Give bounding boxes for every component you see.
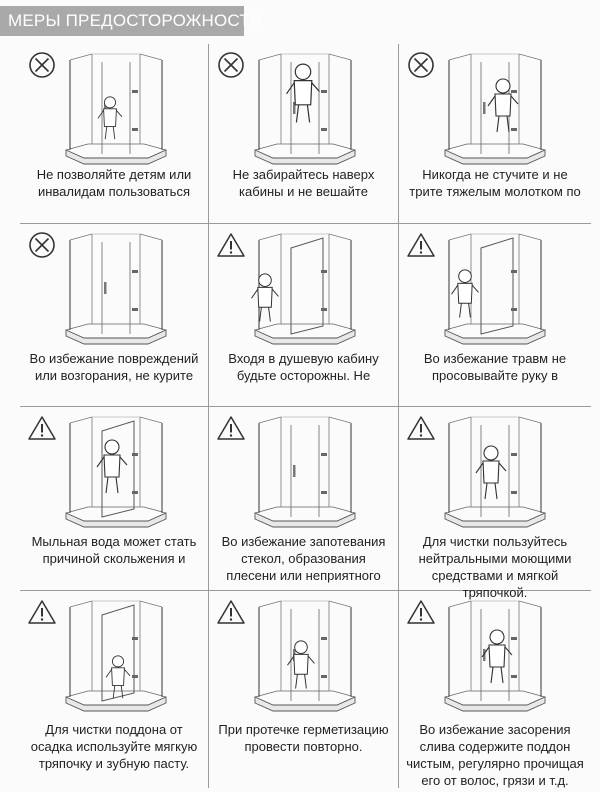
- warning-icon: [406, 230, 436, 260]
- warning-icon: [216, 230, 246, 260]
- precaution-cell: [20, 224, 208, 406]
- shower-cabin-illustration: [441, 50, 549, 170]
- precaution-caption: Не забирайтесь наверх кабины и не вешайте: [232, 167, 375, 199]
- precaution-caption: Для чистки пользуйтесь нейтральными моющими средствами и мягкой тряпочкой.: [418, 534, 572, 600]
- prohibited-icon: [27, 230, 57, 260]
- precaution-cell: [399, 224, 591, 406]
- precaution-cell: [209, 44, 398, 223]
- warning-icon: [27, 597, 57, 627]
- prohibited-icon: [406, 50, 436, 80]
- warning-icon: [216, 597, 246, 627]
- precaution-caption: Во избежание запотевания стекол, образования плесени или неприятного: [221, 534, 386, 583]
- precaution-cell: [399, 44, 591, 223]
- precaution-caption: Во избежание повреждений или возгорания, не курите: [29, 351, 199, 383]
- precaution-caption: Входя в душевую кабину будьте осторожны. Не: [228, 351, 379, 383]
- precaution-cell: [20, 591, 208, 788]
- shower-cabin-illustration: [251, 230, 359, 350]
- precaution-caption: Во избежание травм не просовывайте руку в: [423, 351, 567, 383]
- page-title: МЕРЫ ПРЕДОСТОРОЖНОСТИ: [0, 6, 244, 36]
- warning-icon: [406, 597, 436, 627]
- shower-cabin-illustration: [62, 597, 170, 717]
- precaution-cell: [209, 591, 398, 788]
- precaution-caption: Не позволяйте детям или инвалидам пользоваться: [36, 167, 192, 199]
- warning-icon: [406, 413, 436, 443]
- prohibited-icon: [216, 50, 246, 80]
- shower-cabin-illustration: [441, 230, 549, 350]
- precaution-caption: При протечке герметизацию провести повторно.: [218, 722, 389, 754]
- precaution-caption: Никогда не стучите и не трите тяжелым молотком по: [409, 167, 581, 199]
- precaution-cell: [20, 44, 208, 223]
- warning-icon: [27, 413, 57, 443]
- warning-icon: [216, 413, 246, 443]
- shower-cabin-illustration: [62, 230, 170, 350]
- precaution-cell: [209, 407, 398, 590]
- shower-cabin-illustration: [62, 413, 170, 533]
- shower-cabin-illustration: [251, 413, 359, 533]
- shower-cabin-illustration: [62, 50, 170, 170]
- precaution-caption: Мыльная вода может стать причиной скольжения и: [31, 534, 197, 566]
- shower-cabin-illustration: [251, 50, 359, 170]
- shower-cabin-illustration: [441, 597, 549, 717]
- precaution-cell: [399, 407, 591, 600]
- precaution-caption: Для чистки поддона от осадка используйте мягкую тряпочку и зубную пасту.: [30, 722, 198, 771]
- precautions-grid: [20, 44, 591, 788]
- precaution-cell: [399, 591, 591, 788]
- precaution-caption: Во избежание засорения слива содержите поддон чистым, регулярно прочищая его от волос, грязи и т.д.: [406, 722, 584, 788]
- precaution-cell: [209, 224, 398, 406]
- shower-cabin-illustration: [251, 597, 359, 717]
- precaution-cell: [20, 407, 208, 590]
- prohibited-icon: [27, 50, 57, 80]
- shower-cabin-illustration: [441, 413, 549, 533]
